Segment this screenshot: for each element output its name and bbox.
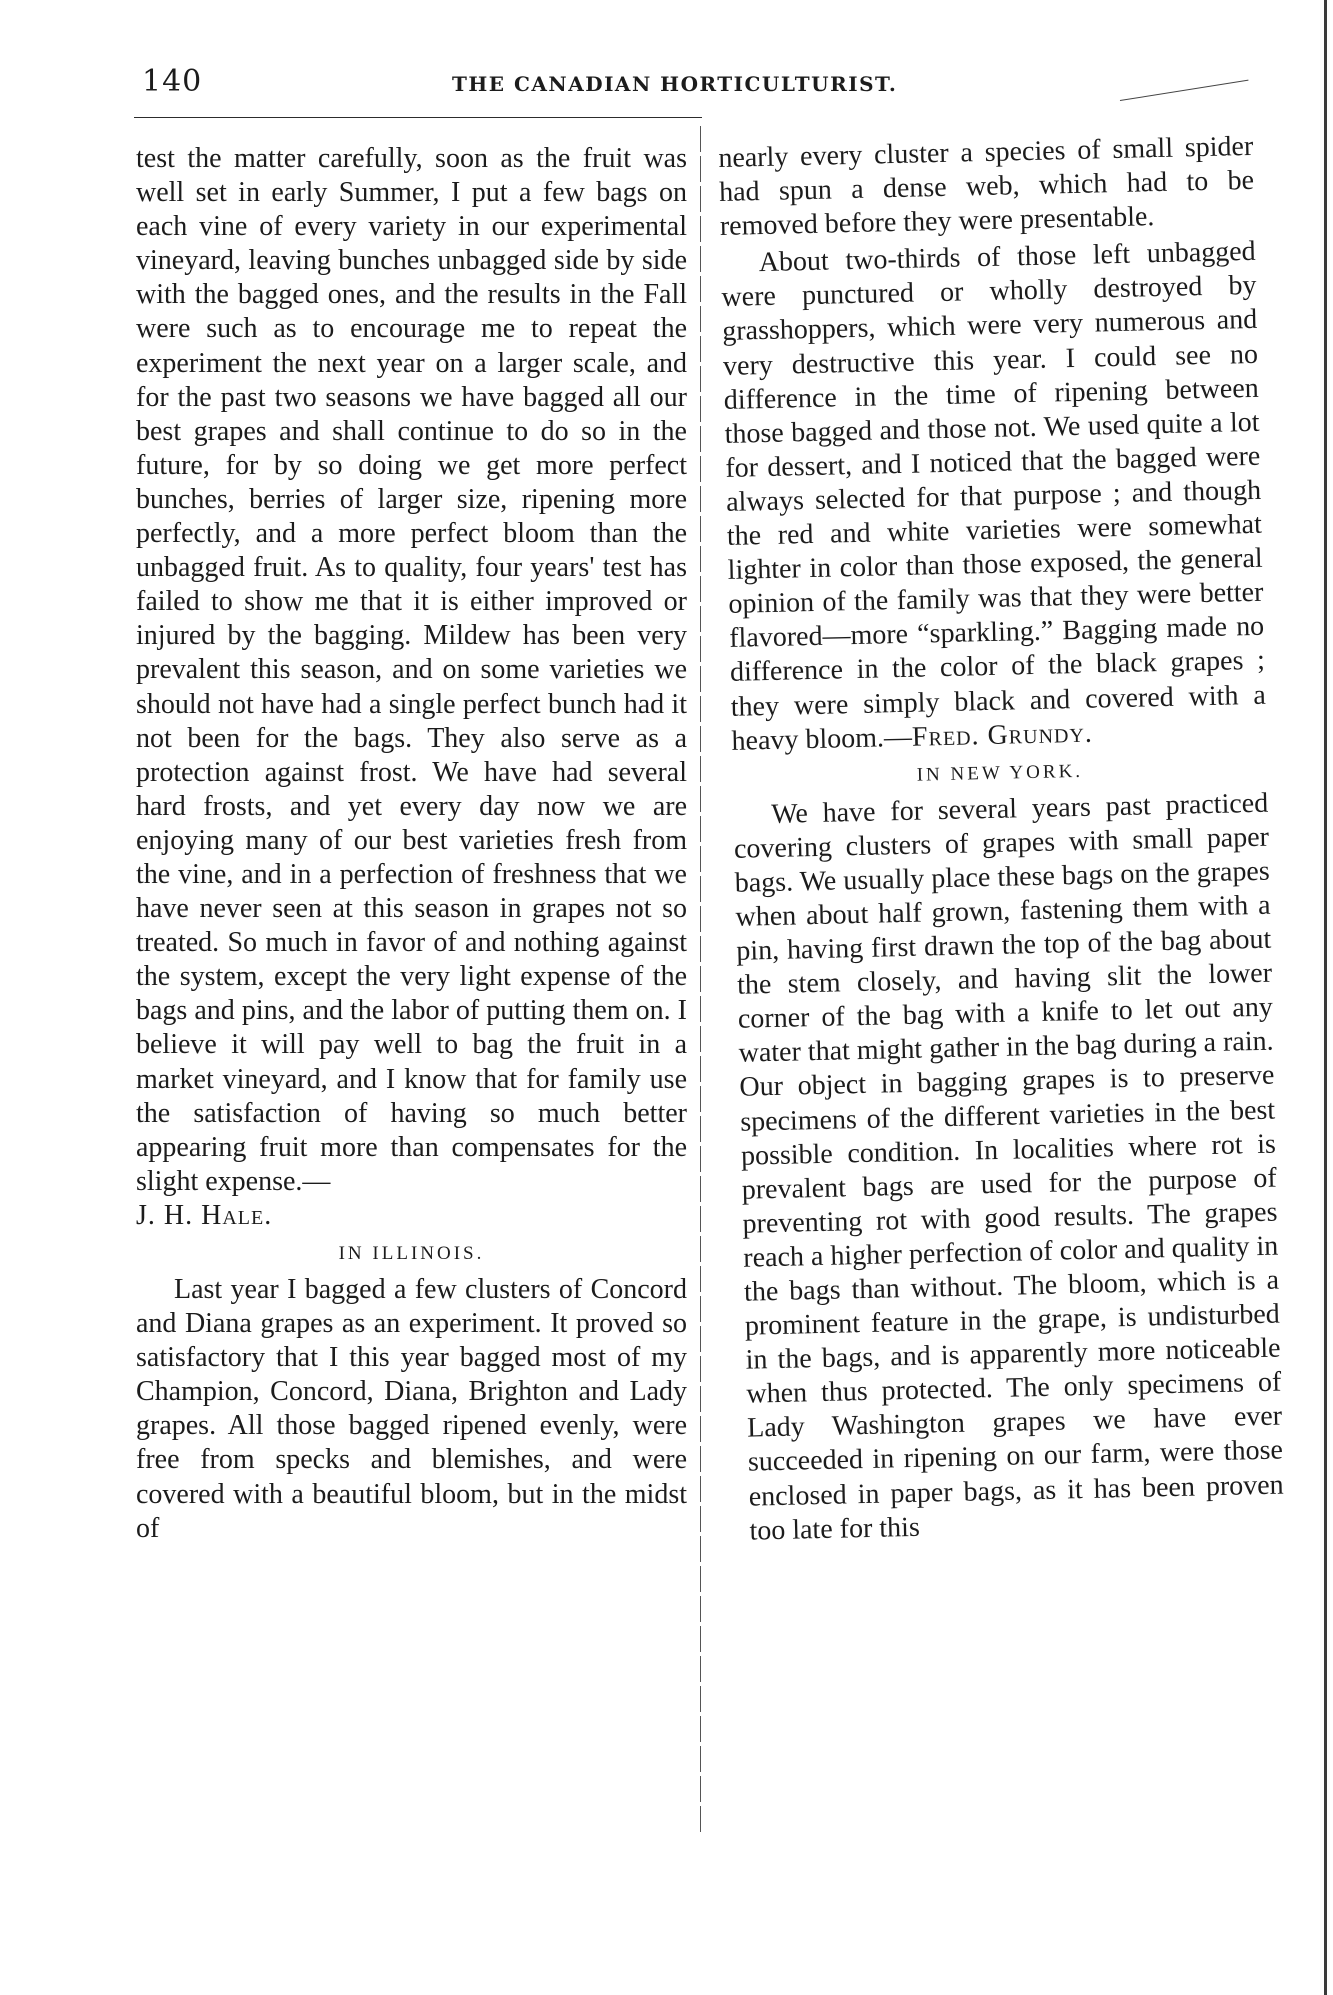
right-paragraph-2-text: About two-thirds of those left unbagged were punctured or wholly destroyed by grasshoppers, which were very numerous and very destructive this year. I could see no difference in the time of ripening between those bagged and those not. We used quite a lot for dessert, and I noticed that the bagged were always selected for that purpose ; and though the red and white varieties were somewhat lighter in color than those exposed, the general opinion of the family was that they were better flavored—more “sparkling.” Bagging made no difference in the color of the black grapes ; they were simply black and covered with a heavy bloom.—	[721, 236, 1267, 757]
page-edge	[1324, 0, 1327, 1995]
right-paragraph-2	[720, 235, 1266, 758]
header-rule	[134, 117, 702, 118]
left-column	[136, 142, 687, 1549]
page-header	[0, 0, 1333, 110]
left-paragraph-1-text: test the matter carefully, soon as the fruit was well set in early Summer, I put a few bags on each vine of every variety in our experimental vineyard, leaving bunches unbagged side by side with the bagged ones, and the results in the Fall were such as to encourage me to repeat the experiment the next year on a larger scale, and for the past two seasons we have bagged all our best grapes and shall continue to do so in the future, for by so doing we get more perfect bunches, berries of larger size, ripening more perfectly, and a more perfect bloom than the unbagged fruit. As to quality, four years' test has failed to show me that it is either improved or injured by the bagging. Mildew has been very prevalent this season, and on some varieties we should not have had a single perfect bunch had it not been for the bags. They also serve as a protection against frost. We have had several hard frosts, and yet every day now we are enjoying many of our best varieties fresh from the vine, and in a perfection of freshness that we have never seen at this season in grapes not so treated. So much in favor of and nothing against the system, except the very light expense of the bags and pins, and the labor of putting them on. I believe it will pay well to bag the fruit in a market vineyard, and I know that for family use the satisfaction of having so much better appearing fruit more than compensates for the slight expense.—	[136, 143, 687, 1197]
signature-hale: J. H. Hale.	[136, 1199, 273, 1231]
left-paragraph-2: Last year I bagged a few clusters of Concord and Diana grapes as an experiment. It proved so satisfactory that I this year bagged most of my Champion, Concord, Diana, Brighton and Lady grapes. All those bagged ripened evenly, were free from specks and blemishes, and were covered with a beautiful bloom, but in the midst of	[136, 1274, 687, 1544]
section-heading-illinois: IN ILLINOIS.	[338, 1243, 485, 1264]
column-divider	[700, 126, 701, 1836]
section-heading-new-york: IN NEW YORK.	[916, 760, 1084, 786]
right-column	[718, 130, 1284, 1552]
right-paragraph-1: nearly every cluster a species of small spider had spun a dense web, which had to be removed before they were presentable.	[718, 130, 1255, 243]
right-column-body	[718, 130, 1285, 1549]
left-paragraph-1	[136, 142, 687, 1233]
running-title: THE CANADIAN HORTICULTURIST.	[452, 72, 898, 96]
page-number: 140	[142, 64, 203, 99]
right-paragraph-3: We have for several years past practiced covering clusters of grapes with small paper bags. We usually place these bags on the grapes when about half grown, fastening them with a pin, having first drawn the top of the bag about the stem closely, and having slit the lower corner of the bag with a knife to let out any water that might gather in the bag during a rain. Our object in bagging grapes is to preserve specimens of the different varieties in the best possible condition. In localities where rot is prevalent bags are used for the purpose of preventing rot with good results. The grapes reach a higher perfection of color and quality in the bags than without. The bloom, which is a prominent feature in the grape, is undisturbed in the bags, and is apparently more noticeable when thus protected. The only specimens of Lady Washington grapes we have ever succeeded in ripening on our farm, were those enclosed in paper bags, as it has been proven too late for this	[733, 787, 1284, 1547]
signature-grundy: Fred. Grundy.	[911, 717, 1094, 753]
